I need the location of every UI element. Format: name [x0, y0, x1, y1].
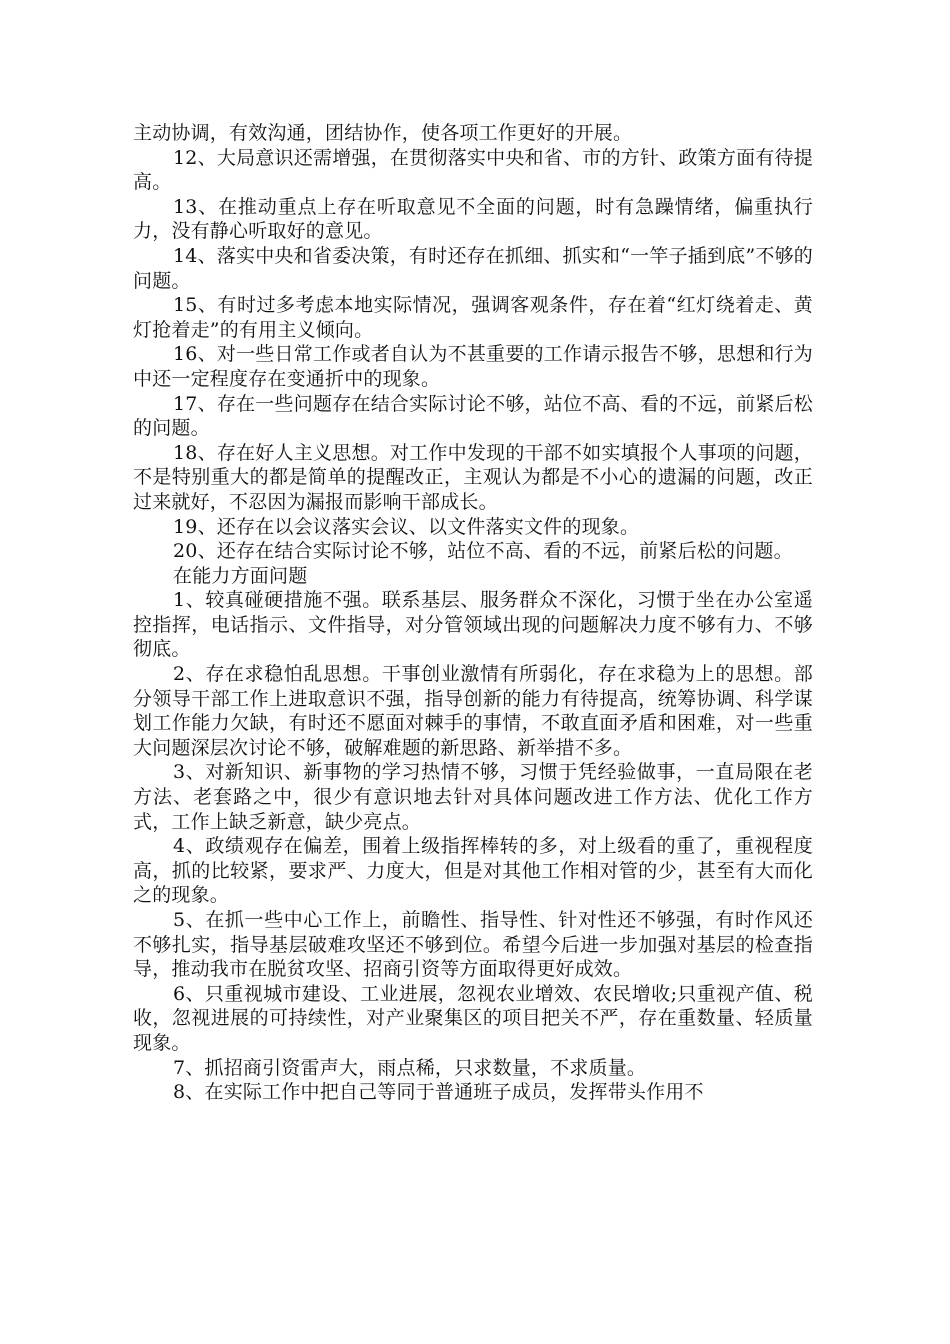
paragraph: 16、对一些日常工作或者自认为不甚重要的工作请示报告不够，思想和行为中还一定程度存在变通折中的现象。	[133, 343, 813, 390]
paragraph: 1、较真碰硬措施不强。联系基层、服务群众不深化，习惯于坐在办公室遥控指挥，电话指示、文件指导，对分管领域出现的问题解决力度不够有力、不够彻底。	[133, 589, 813, 661]
paragraph: 4、政绩观存在偏差，围着上级指挥棒转的多，对上级看的重了，重视程度高，抓的比较紧，要求严、力度大，但是对其他工作相对管的少，甚至有大而化之的现象。	[133, 835, 813, 907]
paragraph: 8、在实际工作中把自己等同于普通班子成员，发挥带头作用不	[173, 1081, 704, 1104]
paragraph: 7、抓招商引资雷声大，雨点稀，只求数量，不求质量。	[173, 1056, 647, 1079]
paragraph: 5、在抓一些中心工作上，前瞻性、指导性、针对性还不够强，有时作风还不够扎实，指导基层破难攻坚还不够到位。希望今后进一步加强对基层的检查指导，推动我市在脱贫攻坚、招商引资等方面取得更好成效。	[133, 909, 813, 981]
paragraph: 19、还存在以会议落实会议、以文件落实文件的现象。	[173, 515, 640, 538]
paragraph: 6、只重视城市建设、工业进展，忽视农业增效、农民增收;只重视产值、税收，忽视进展的可持续性，对产业聚集区的项目把关不严，存在重数量、轻质量现象。	[133, 982, 813, 1054]
paragraph: 13、在推动重点上存在听取意见不全面的问题，时有急躁情绪，偏重执行力，没有静心听取好的意见。	[133, 195, 813, 243]
paragraph: 14、落实中央和省委决策，有时还存在抓细、抓实和“一竿子插到底”不够的问题。	[133, 244, 813, 292]
paragraph: 2、存在求稳怕乱思想。干事创业激情有所弱化，存在求稳为上的思想。部分领导干部工作上进取意识不强，指导创新的能力有待提高，统筹协调、科学谋划工作能力欠缺，有时还不愿面对棘手的事情，不敢直面矛盾和困难，对一些重大问题深层次讨论不够，破解难题的新思路、新举措不多。	[133, 663, 813, 759]
document-body	[133, 121, 813, 1105]
paragraph: 3、对新知识、新事物的学习热情不够，习惯于凭经验做事，一直局限在老方法、老套路之中，很少有意识地去针对具体问题改进工作方法、优化工作方式，工作上缺乏新意，缺少亮点。	[133, 761, 813, 833]
paragraph: 15、有时过多考虑本地实际情况，强调客观条件，存在着“红灯绕着走、黄灯抢着走”的有用主义倾向。	[133, 294, 813, 341]
paragraph: 20、还存在结合实际讨论不够，站位不高、看的不远，前紧后松的问题。	[173, 540, 793, 563]
paragraph: 17、存在一些问题存在结合实际讨论不够，站位不高、看的不远，前紧后松的问题。	[133, 392, 813, 440]
paragraph: 主动协调，有效沟通，团结协作，使各项工作更好的开展。	[133, 122, 633, 144]
paragraph: 18、存在好人主义思想。对工作中发现的干部不如实填报个人事项的问题，不是特别重大的都是简单的提醒改正，主观认为都是不小心的遗漏的问题，改正过来就好，不忍因为漏报而影响干部成长。	[133, 441, 813, 513]
paragraph: 12、大局意识还需增强，在贯彻落实中央和省、市的方针、政策方面有待提高。	[133, 146, 813, 194]
section-heading: 在能力方面问题	[173, 564, 308, 587]
